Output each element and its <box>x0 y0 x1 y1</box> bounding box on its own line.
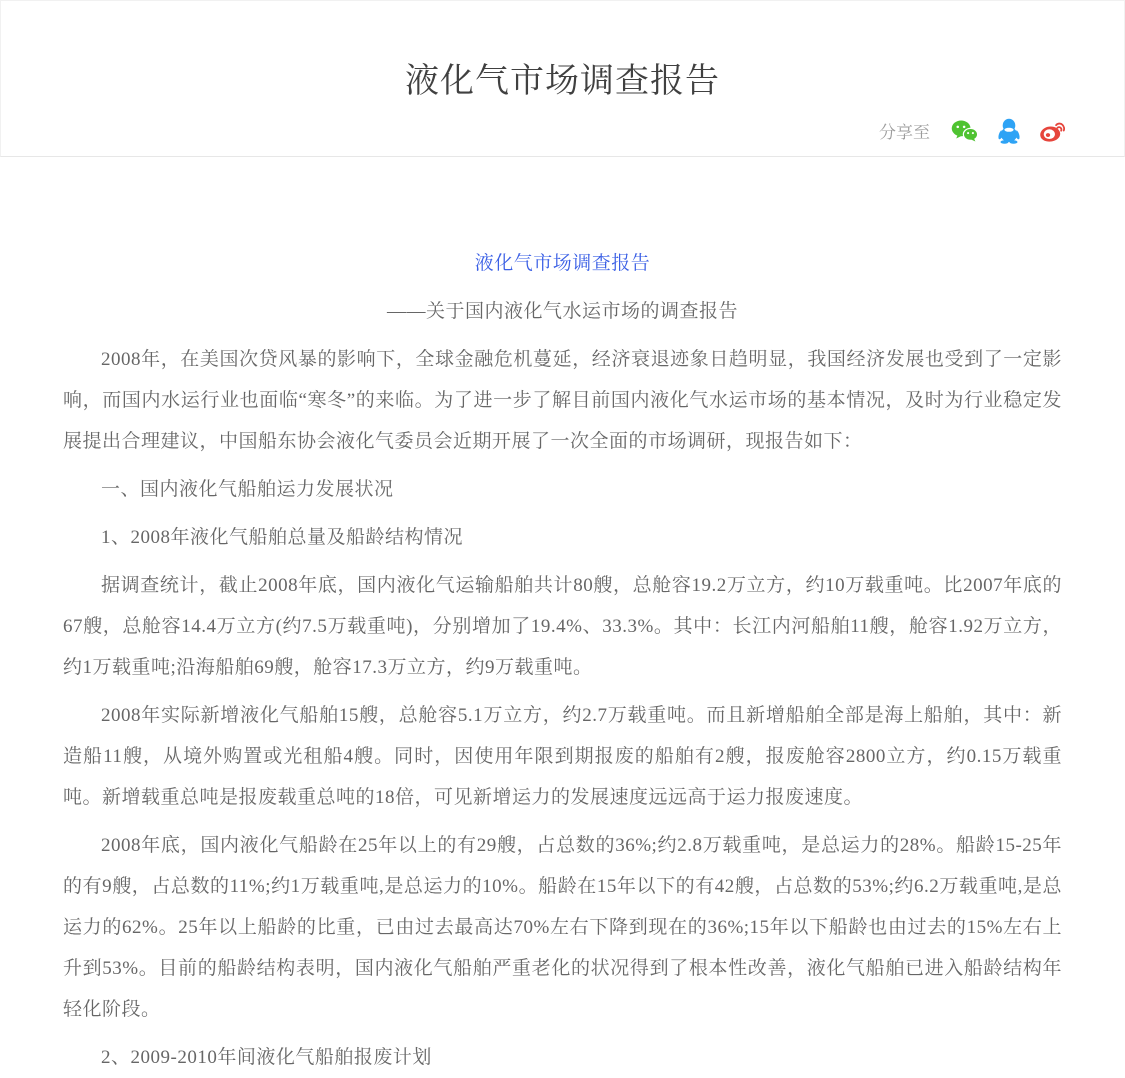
page-title: 液化气市场调查报告 <box>405 62 720 100</box>
wechat-share-icon[interactable] <box>951 117 978 144</box>
article-paragraph: 2008年，在美国次贷风暴的影响下，全球金融危机蔓延，经济衰退迹象日趋明显，我国经济发展也受到了一定影响，而国内水运行业也面临“寒冬”的来临。为了进一步了解目前国内液化气水运市场的基本情况，及时为行业稳定发展提出合理建议，中国船东协会液化气委员会近期开展了一次全面的市场调研，现报告如下： <box>63 349 1062 452</box>
article-paragraph: 1、2008年液化气船舶总量及船龄结构情况 <box>101 527 464 548</box>
article-paragraph: 2、2009-2010年间液化气船舶报废计划 <box>101 1047 432 1068</box>
article-paragraph: 一、国内液化气船舶运力发展状况 <box>101 479 394 500</box>
share-bar <box>879 117 1066 144</box>
article-paragraph: 据调查统计，截止2008年底，国内液化气运输船舶共计80艘，总舱容19.2万立方，约10万载重吨。比2007年底的67艘，总舱容14.4万立方(约7.5万载重吨)，分别增加了19.4%、33.3%。其中：长江内河船舶11艘，舱容1.92万立方，约1万载重吨;沿海船舶69艘，舱容17.3万立方，约9万载重吨。 <box>63 575 1062 678</box>
article-paragraph: 2008年实际新增液化气船舶15艘，总舱容5.1万立方，约2.7万载重吨。而且新增船舶全部是海上船舶，其中：新造船11艘，从境外购置或光租船4艘。同时，因使用年限到期报废的船舶有2艘，报废舱容2800立方，约0.15万载重吨。新增载重总吨是报废载重总吨的18倍，可见新增运力的发展速度远远高于运力报废速度。 <box>63 705 1062 808</box>
page-header <box>0 0 1125 157</box>
article-title-link[interactable]: 液化气市场调查报告 <box>474 253 651 274</box>
qq-share-icon[interactable] <box>995 117 1022 144</box>
article-subtitle: ——关于国内液化气水运市场的调查报告 <box>386 301 738 322</box>
article-link-row <box>63 243 1062 284</box>
article-paragraph: 2008年底，国内液化气船龄在25年以上的有29艘，占总数的36%;约2.8万载重吨，是总运力的28%。船龄15-25年的有9艘，占总数的11%;约1万载重吨,是总运力的10%。船龄在15年以下的有42艘，占总数的53%;约6.2万载重吨,是总运力的62%。25年以上船龄的比重，已由过去最高达70%左右下降到现在的36%;15年以下船龄也由过去的15%左右上升到53%。目前的船龄结构表明，国内液化气船舶严重老化的状况得到了根本性改善，液化气船舶已进入船龄结构年轻化阶段。 <box>63 835 1062 1020</box>
article-body <box>0 157 1125 1078</box>
share-label: 分享至 <box>879 123 930 142</box>
weibo-share-icon[interactable] <box>1039 117 1066 144</box>
article-paragraphs <box>63 339 1062 1078</box>
